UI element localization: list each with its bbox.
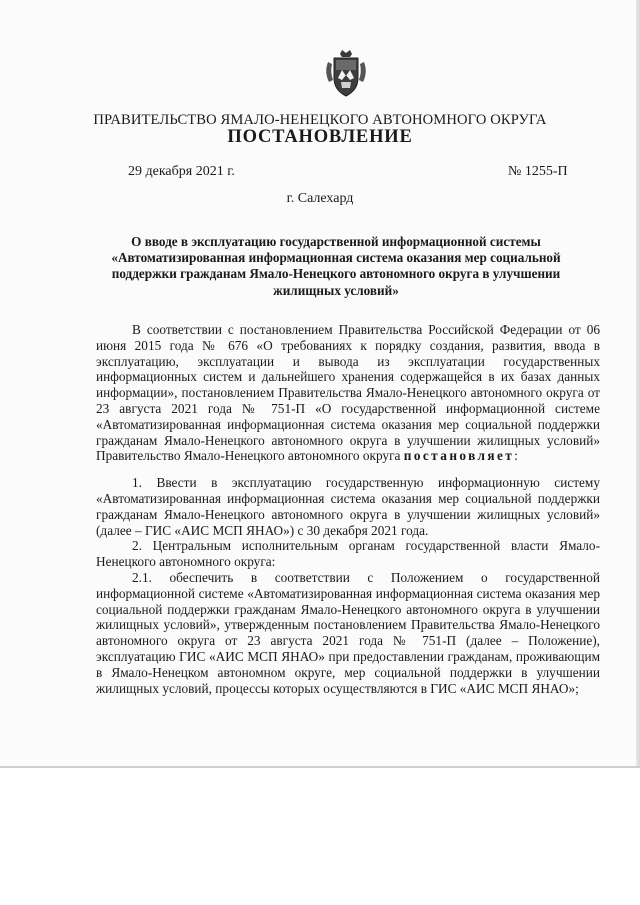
preamble-text: В соответствии с постановлением Правительства Российской Федерации от 06 июня 2015 года № 676 «О требованиях к порядку создания, развития, ввода в эксплуатацию, эксплуатации и вывода из эксплуатации государственных информационных систем и дальнейшего хранения содержащейся в их базах данных информации», постановлением Правительства Ямало-Ненецкого автономного округа от 23 августа 2021 года № 751-П «О государственной информационной системе «Автоматизированная информационная система оказания мер социальной поддержки гражданам Ямало-Ненецкого автономного округа в улучшении жилищных условий» Правительство Ямало-Ненецкого автономного округа: [96, 322, 600, 464]
item-2-1: 2.1. обеспечить в соответствии с Положением о государственной информационной системе «Автоматизированная информационная система оказания мер социальной поддержки гражданам Ямало-Ненецкого автономного округа в улучшении жилищных условий», утвержденным постановлением Правительства Ямало-Ненецкого автономного округа от 23 августа 2021 года № 751-П (далее – Положение), эксплуатацию ГИС «АИС МСП ЯНАО» при предоставлении гражданам, проживающим в Ямало-Ненецком автономном округе, мер социальной поддержки в улучшении жилищных условий, процессы которых осуществляются в ГИС «АИС МСП ЯНАО»;: [96, 569, 600, 696]
government-name: ПРАВИТЕЛЬСТВО ЯМАЛО-НЕНЕЦКОГО АВТОНОМНОГО ОКРУГА: [93, 112, 547, 128]
document-city: г. Салехард: [286, 191, 354, 206]
item-1: 1. Ввести в эксплуатацию государственную информационную систему «Автоматизированная информационная система оказания мер социальной поддержки гражданам Ямало-Ненецкого автономного округа в улучшении жилищных условий» (далее – ГИС «АИС МСП ЯНАО») с 30 декабря 2021 года.: [96, 475, 600, 538]
item-2: 2. Центральным исполнительным органам государственной власти Ямало-Ненецкого автономного округа:: [96, 538, 600, 570]
page-bottom-edge: [0, 766, 640, 768]
document-title: О вводе в эксплуатацию государственной информационной системы «Автоматизированная информационная система оказания мер социальной поддержки гражданам Ямало-Ненецкого автономного округа в улучшении жилищных условий»: [111, 234, 561, 298]
preamble-paragraph: [96, 322, 600, 464]
document-date: 29 декабря 2021 г.: [128, 164, 235, 179]
document-body: [96, 322, 600, 696]
preamble-colon: :: [514, 448, 518, 464]
resolves-word: постановляет: [403, 448, 515, 464]
document-type: ПОСТАНОВЛЕНИЕ: [227, 127, 413, 147]
document-number: № 1255-П: [508, 164, 568, 179]
coat-of-arms-icon: [320, 48, 372, 100]
